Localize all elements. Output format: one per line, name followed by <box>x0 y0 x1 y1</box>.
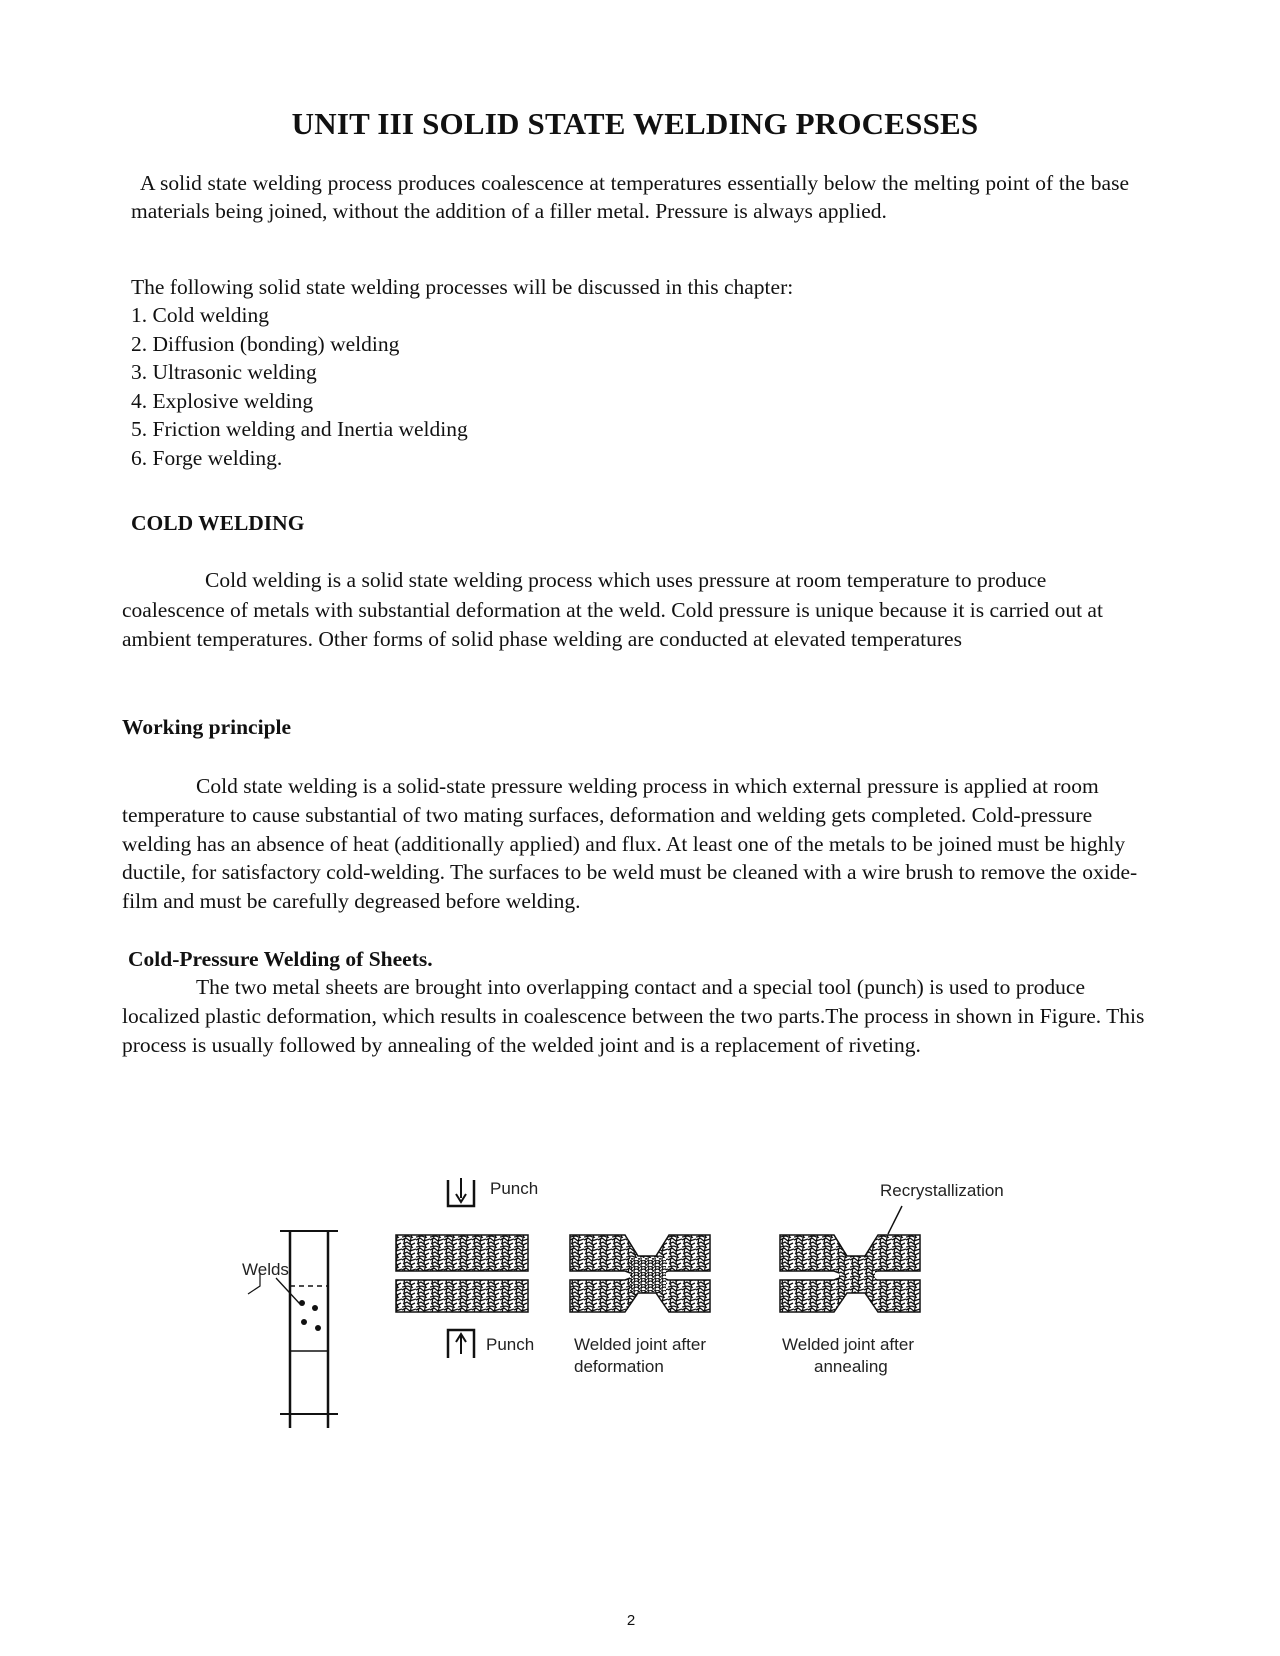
working-principle-paragraph: Cold state welding is a solid-state pressure welding process in which external pressure is applied at room temperature to cause substantial of two mating surfaces, deformation and welding gets completed. Cold-pressure welding has an absence of heat (additionally applied) and flux. At least one of the metals to be joined must be highly ductile, for satisfactory cold-welding. The surfaces to be weld must be cleaned with a wire brush to remove the oxide-film and must be carefully degreased before welding. <box>122 774 1138 914</box>
list-item: 6. Forge welding. <box>131 445 283 470</box>
list-item: 1. Cold welding <box>131 303 269 327</box>
recrystallization-label: Recrystallization <box>880 1181 1004 1200</box>
list-item: 2. Diffusion (bonding) welding <box>131 331 400 356</box>
list-intro: The following solid state welding processes will be discussed in this chapter: <box>131 275 794 299</box>
cold-pressure-welding-figure <box>220 1158 1050 1428</box>
cold-welding-heading: COLD WELDING <box>131 511 305 535</box>
punch-bottom-icon <box>448 1330 474 1358</box>
deformed-joint-diagram <box>570 1235 710 1312</box>
lower-sheet <box>396 1280 528 1312</box>
working-principle-heading: Working principle <box>122 715 292 739</box>
sheets-paragraph: The two metal sheets are brought into overlapping contact and a special tool (punch) is used to produce localized plastic deformation, which results in coalescence between the two parts.The process in shown in Figure. This process is usually followed by annealing of the welded joint and is a replacement of riveting. <box>122 975 1145 1057</box>
page-title: UNIT III SOLID STATE WELDING PROCESSES <box>291 106 979 141</box>
page-number: 2 <box>626 1612 636 1629</box>
punch-top-icon <box>448 1178 474 1206</box>
list-item: 3. Ultrasonic welding <box>131 360 317 384</box>
annealing-label-line2: annealing <box>814 1357 888 1376</box>
list-item: 5. Friction welding and Inertia welding <box>131 417 468 441</box>
cold-welding-paragraph: Cold welding is a solid state welding process which uses pressure at room temperature to produce coalescence of metals with substantial deformation at the weld. Cold pressure is unique because it is carried out at ambient temperatures. Other forms of solid phase welding are conducted at elevated temperatures <box>122 568 1103 651</box>
welds-label: Welds <box>242 1260 289 1279</box>
deformation-label-line1: Welded joint after <box>574 1335 706 1354</box>
punch-bottom-label: Punch <box>486 1335 535 1354</box>
intro-paragraph: A solid state welding process produces coalescence at temperatures essentially below the melting point of the base materials being joined, without the addition of a filler metal. Pressure is always applied. <box>131 171 1129 223</box>
deformation-label-line2: deformation <box>574 1357 664 1376</box>
punch-top-label: Punch <box>490 1179 539 1198</box>
upper-sheet <box>396 1235 528 1271</box>
annealed-joint-diagram <box>780 1206 920 1312</box>
list-item: 4. Explosive welding <box>131 388 314 413</box>
annealing-label-line1: Welded joint after <box>782 1335 914 1354</box>
sheets-heading: Cold-Pressure Welding of Sheets. <box>128 947 433 971</box>
process-list <box>131 301 468 472</box>
